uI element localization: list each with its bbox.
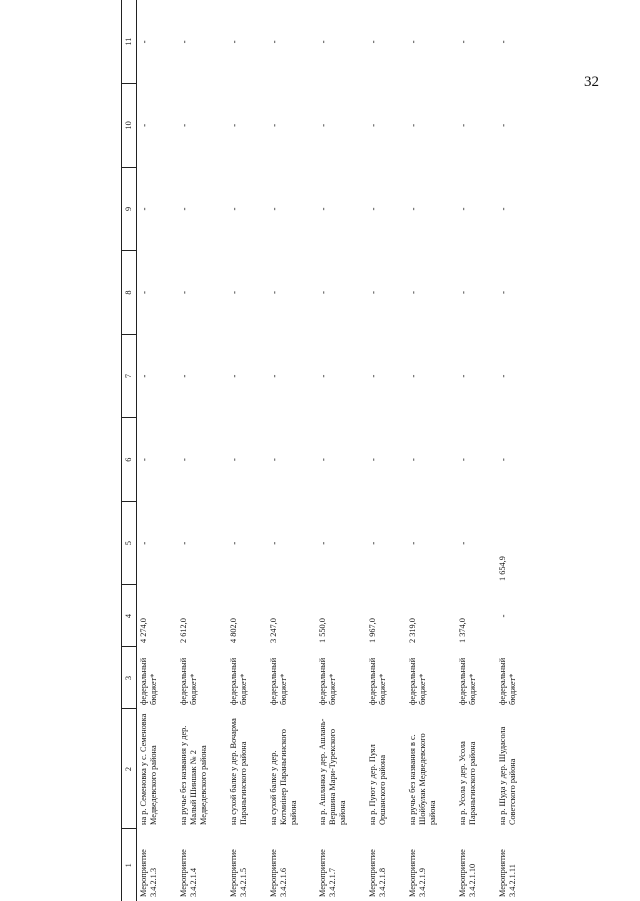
table-cell-col-5: 1 654,9 (498, 556, 508, 581)
column-header-6: 6 (122, 418, 137, 502)
table-cell-col-4: 2 612,0 (178, 618, 188, 643)
table-cell-col-6: - (458, 458, 469, 462)
table-cell-col-2: на ручье без названия у дер. Малый Шиншак № 2 Медведевского района (178, 725, 208, 825)
table-cell-col-7: - (228, 374, 239, 378)
table-cell-col-2: на р. Пуют у дер. Пуял Оршанского района (368, 744, 388, 825)
table-row (496, 0, 536, 901)
table-cell-col-10: - (138, 123, 149, 127)
table-cell-col-10: - (458, 123, 469, 127)
table-cell-col-8: - (318, 291, 329, 295)
table-cell-col-8: - (498, 291, 509, 295)
table-cell-col-5: - (228, 541, 239, 545)
table-cell-col-6: - (138, 458, 149, 462)
table-cell-col-3: федеральный бюджет* (498, 657, 517, 705)
table-cell-col-1: Мероприятие 3.4.2.1.4 (178, 849, 198, 897)
table-cell-col-8: - (228, 291, 239, 295)
table-cell-col-7: - (368, 374, 379, 378)
column-header-10: 10 (122, 84, 137, 168)
table-cell-col-2: на р. Усола у дер. Усола Параньгинского района (458, 741, 478, 825)
table-cell-col-10: - (408, 123, 419, 127)
column-header-4: 4 (122, 585, 137, 647)
page-number: 32 (584, 74, 599, 90)
table-cell-col-9: - (498, 207, 509, 211)
table-cell-col-10: - (318, 123, 329, 127)
column-header-8: 8 (122, 251, 137, 335)
table-cell-col-8: - (368, 291, 379, 295)
table-cell-col-7: - (268, 374, 279, 378)
table-cell-col-8: - (458, 291, 469, 295)
table-cell-col-5: - (268, 541, 279, 545)
table-cell-col-1: Мероприятие 3.4.2.1.3 (138, 849, 158, 897)
column-header-3: 3 (122, 647, 137, 709)
table-cell-col-9: - (368, 207, 379, 211)
table-cell-col-9: - (228, 207, 239, 211)
table-cell-col-10: - (228, 123, 239, 127)
table-body (136, 0, 535, 901)
table-cell-col-1: Мероприятие 3.4.2.1.7 (318, 849, 338, 897)
table-cell-col-3: федеральный бюджет* (408, 657, 428, 705)
table-cell-col-2: на сухой балке у дер. Вочарма Параньгинского района (228, 718, 248, 825)
table-row (456, 0, 496, 901)
table-cell-col-11: - (458, 40, 469, 44)
table-cell-col-5: - (138, 541, 149, 545)
table-cell-col-6: - (368, 458, 379, 462)
table-row (177, 0, 227, 901)
table-cell-col-10: - (498, 123, 509, 127)
table-cell-col-3: федеральный бюджет* (368, 657, 388, 705)
table-cell-col-10: - (368, 123, 379, 127)
table-cell-col-3: федеральный бюджет* (228, 657, 248, 705)
table-cell-col-2: на р. Ашланка у дер. Ашлань-Вершина Мари-Турекского района (318, 718, 348, 825)
table-cell-col-4: - (498, 614, 509, 618)
table-cell-col-1: Мероприятие 3.4.2.1.11 (498, 849, 517, 897)
header-row (122, 0, 137, 901)
column-header-5: 5 (122, 501, 137, 585)
table-cell-col-3: федеральный бюджет* (178, 657, 198, 705)
table-cell-col-2: на сухой балке у дер. Котмиiнер Параньгинского района (268, 729, 298, 825)
table-cell-col-4: 3 247,0 (268, 618, 278, 643)
table-cell-col-4: 4 274,0 (138, 618, 148, 643)
table-cell-col-7: - (318, 374, 329, 378)
table-row (227, 0, 267, 901)
table-cell-col-2: на р. Семеновка у с. Семеновка Медведевского района (138, 713, 158, 825)
table-cell-col-2: на р. Шуда у дер. Шудасола Советского района (498, 726, 517, 825)
table-cell-col-1: Мероприятие 3.4.2.1.10 (458, 849, 478, 897)
table-cell-col-4: 2 319,0 (408, 618, 418, 643)
table-cell-col-11: - (228, 40, 239, 44)
budget-table (121, 0, 536, 901)
table-cell-col-6: - (228, 458, 239, 462)
column-header-1: 1 (122, 829, 137, 901)
column-header-9: 9 (122, 167, 137, 251)
table-row (316, 0, 366, 901)
table-cell-col-6: - (318, 458, 329, 462)
table-cell-col-5: - (178, 541, 189, 545)
table-cell-col-9: - (138, 207, 149, 211)
table-cell-col-1: Мероприятие 3.4.2.1.8 (368, 849, 388, 897)
table-cell-col-5: - (458, 541, 469, 545)
table-cell-col-7: - (178, 374, 189, 378)
column-header-7: 7 (122, 334, 137, 418)
column-header-2: 2 (122, 709, 137, 829)
table-cell-col-9: - (458, 207, 469, 211)
table-cell-col-5: - (368, 541, 379, 545)
table-row (136, 0, 176, 901)
table-cell-col-7: - (498, 374, 509, 378)
table-cell-col-7: - (138, 374, 149, 378)
table-cell-col-8: - (408, 291, 419, 295)
table-header (122, 0, 137, 901)
table-cell-col-11: - (498, 40, 509, 44)
table-cell-col-11: - (318, 40, 329, 44)
table-cell-col-11: - (368, 40, 379, 44)
table-cell-col-9: - (318, 207, 329, 211)
table-cell-col-9: - (178, 207, 189, 211)
table-row (267, 0, 317, 901)
table-cell-col-11: - (178, 40, 189, 44)
table-cell-col-1: Мероприятие 3.4.2.1.6 (268, 849, 288, 897)
table-cell-col-5: - (318, 541, 329, 545)
table-row (366, 0, 406, 901)
table-cell-col-10: - (178, 123, 189, 127)
table-row (406, 0, 456, 901)
rotated-table-container (121, 0, 556, 901)
table-cell-col-1: Мероприятие 3.4.2.1.9 (408, 849, 428, 897)
table-cell-col-4: 1 550,0 (318, 618, 328, 643)
table-cell-col-7: - (408, 374, 419, 378)
table-cell-col-11: - (268, 40, 279, 44)
column-header-11: 11 (122, 0, 137, 84)
table-cell-col-6: - (268, 458, 279, 462)
table-cell-col-6: - (408, 458, 419, 462)
table-cell-col-6: - (498, 458, 509, 462)
table-cell-col-3: федеральный бюджет* (268, 657, 288, 705)
table-cell-col-11: - (138, 40, 149, 44)
table-cell-col-3: федеральный бюджет* (138, 657, 158, 705)
table-cell-col-8: - (138, 291, 149, 295)
table-cell-col-3: федеральный бюджет* (458, 657, 478, 705)
table-cell-col-1: Мероприятие 3.4.2.1.5 (228, 849, 248, 897)
table-cell-col-9: - (268, 207, 279, 211)
table-cell-col-9: - (408, 207, 419, 211)
table-cell-col-4: 1 374,0 (458, 618, 468, 643)
table-cell-col-3: федеральный бюджет* (318, 657, 338, 705)
table-cell-col-5: - (408, 541, 419, 545)
table-cell-col-6: - (178, 458, 189, 462)
table-cell-col-10: - (268, 123, 279, 127)
table-cell-col-8: - (268, 291, 279, 295)
table-cell-col-11: - (408, 40, 419, 44)
table-cell-col-7: - (458, 374, 469, 378)
table-cell-col-4: 4 802,0 (228, 618, 238, 643)
table-cell-col-8: - (178, 291, 189, 295)
table-cell-col-4: 1 967,0 (368, 618, 378, 643)
table-cell-col-2: на ручье без названия в с. Шойбулак Медведевского района (408, 733, 438, 825)
